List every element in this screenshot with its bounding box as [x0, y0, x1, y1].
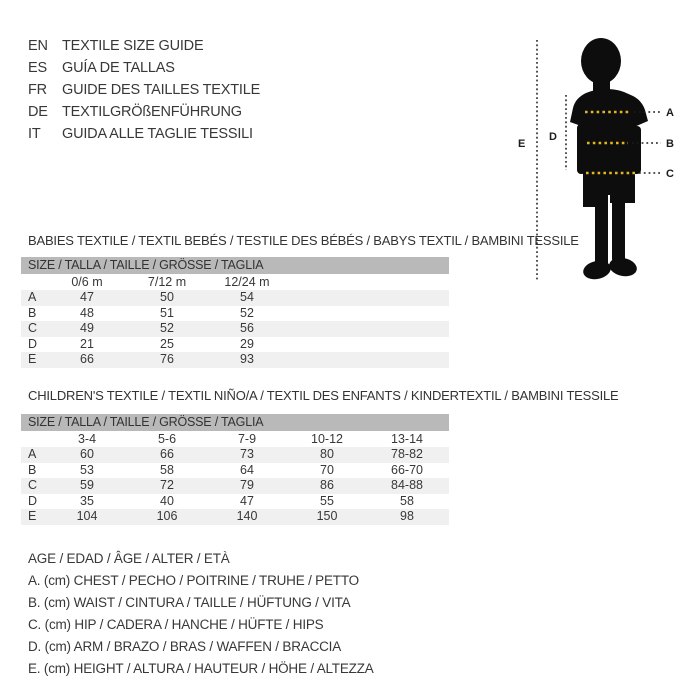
cell: 50: [160, 290, 174, 304]
language-code: EN: [28, 38, 48, 54]
cell-filler: [447, 478, 449, 494]
cell: 49: [80, 321, 94, 335]
cell: 72: [160, 478, 174, 492]
row-label: C: [28, 321, 38, 335]
babies-table-column-headers: [21, 274, 449, 290]
cell: 53: [80, 462, 94, 477]
language-row-it: [28, 123, 260, 145]
cell-filler: [287, 352, 449, 368]
page-title: TEXTILE SIZE GUIDE: [62, 38, 204, 54]
arm-label: D: [549, 131, 557, 143]
language-code: FR: [28, 82, 47, 98]
cell: 54: [240, 290, 254, 304]
column-header: 7/12 m: [147, 275, 187, 289]
legend-age: AGE / EDAD / ÂGE / ALTER / ETÀ: [28, 551, 230, 566]
language-code: DE: [28, 104, 48, 120]
column-header: 3-4: [77, 432, 97, 446]
column-filler: [447, 431, 449, 447]
measurement-legend: [28, 548, 374, 680]
page-title-es: GUÍA DE TALLAS: [62, 60, 175, 76]
cell-filler: [447, 509, 449, 525]
legend-hip: C. (cm) HIP / CADERA / HANCHE / HÜFTE / HIPS: [28, 617, 324, 632]
cell-filler: [287, 337, 449, 353]
page-title-de: TEXTILGRÖßENFÜHRUNG: [62, 104, 242, 120]
table-row-a: [21, 447, 449, 463]
cell: 47: [80, 290, 94, 304]
cell: 84-88: [391, 478, 423, 492]
waist-label: B: [666, 138, 674, 150]
language-row-es: [28, 57, 260, 79]
cell: 60: [80, 447, 94, 461]
cell: 80: [320, 447, 334, 461]
table-row-e: [21, 352, 449, 368]
row-label: D: [28, 336, 38, 351]
cell: 52: [160, 321, 174, 335]
cell: 52: [240, 305, 254, 320]
cell-filler: [447, 447, 449, 463]
column-filler: [287, 274, 449, 290]
cell: 140: [236, 509, 258, 523]
cell: 76: [160, 352, 174, 366]
cell: 25: [160, 336, 174, 351]
table-row-c: [21, 321, 449, 337]
row-label: D: [28, 493, 38, 508]
cell: 47: [240, 493, 254, 508]
cell: 55: [320, 493, 334, 508]
column-header: 0/6 m: [71, 275, 103, 289]
table-row-d: [21, 337, 449, 353]
cell: 29: [240, 336, 254, 351]
babies-section-heading: BABIES TEXTILE / TEXTIL BEBÉS / TESTILE DES BÉBÉS / BABYS TEXTIL / BAMBINI TESSILE: [28, 233, 579, 248]
cell: 66-70: [391, 462, 423, 477]
row-label: A: [28, 290, 37, 304]
table-row-b: [21, 306, 449, 322]
language-row-en: [28, 35, 260, 57]
column-header: 5-6: [157, 432, 177, 446]
table-row-a: [21, 290, 449, 306]
cell: 58: [160, 462, 174, 477]
cell: 35: [80, 493, 94, 508]
language-code: IT: [28, 126, 41, 142]
row-label: B: [28, 462, 37, 477]
table-row-b: [21, 463, 449, 479]
cell: 48: [80, 305, 94, 320]
cell: 40: [160, 493, 174, 508]
page-title-fr: GUIDE DES TAILLES TEXTILE: [62, 82, 261, 98]
cell: 86: [320, 478, 334, 492]
legend-waist: B. (cm) WAIST / CINTURA / TAILLE / HÜFTUNG / VITA: [28, 595, 351, 610]
cell: 104: [76, 509, 98, 523]
cell: 58: [400, 493, 414, 508]
chest-label: A: [666, 107, 674, 119]
cell: 21: [80, 336, 94, 351]
child-silhouette: [570, 38, 648, 282]
height-label: E: [518, 138, 526, 150]
cell: 150: [316, 509, 338, 523]
cell: 70: [320, 462, 334, 477]
column-header: 10-12: [311, 432, 343, 446]
page-title-it: GUIDA ALLE TAGLIE TESSILI: [62, 126, 253, 142]
cell-filler: [287, 321, 449, 337]
column-header: 7-9: [237, 432, 257, 446]
table-row-d: [21, 494, 449, 510]
language-row-fr: [28, 79, 260, 101]
children-size-table: [21, 414, 449, 525]
legend-height: E. (cm) HEIGHT / ALTURA / HAUTEUR / HÖHE / ALTEZZA: [28, 661, 374, 676]
table-row-c: [21, 478, 449, 494]
babies-table-size-header: SIZE / TALLA / TAILLE / GRÖSSE / TAGLIA: [21, 257, 449, 274]
cell: 66: [160, 447, 174, 461]
language-title-list: [28, 35, 260, 145]
cell: 64: [240, 462, 254, 477]
column-header-empty: [21, 431, 47, 447]
cell: 51: [160, 305, 174, 320]
cell-filler: [287, 290, 449, 306]
legend-chest: A. (cm) CHEST / PECHO / POITRINE / TRUHE / PETTO: [28, 573, 359, 588]
cell: 98: [400, 509, 414, 523]
cell: 106: [156, 509, 178, 523]
column-header-empty: [21, 274, 47, 290]
row-label: B: [28, 305, 37, 320]
cell: 56: [240, 321, 254, 335]
cell: 59: [80, 478, 94, 492]
cell: 79: [240, 478, 254, 492]
row-label: E: [28, 509, 37, 523]
row-label: A: [28, 447, 37, 461]
column-header: 12/24 m: [224, 275, 270, 289]
row-label: E: [28, 352, 37, 366]
cell-filler: [287, 306, 449, 322]
cell: 66: [80, 352, 94, 366]
table-row-e: [21, 509, 449, 525]
cell: 93: [240, 352, 254, 366]
row-label: C: [28, 478, 38, 492]
children-section-heading: CHILDREN'S TEXTILE / TEXTIL NIÑO/A / TEXTIL DES ENFANTS / KINDERTEXTIL / BAMBINI TESSILE: [28, 388, 619, 403]
children-table-size-header: SIZE / TALLA / TAILLE / GRÖSSE / TAGLIA: [21, 414, 449, 431]
children-table-column-headers: [21, 431, 449, 447]
language-code: ES: [28, 60, 47, 76]
legend-arm: D. (cm) ARM / BRAZO / BRAS / WAFFEN / BRACCIA: [28, 639, 342, 654]
hip-label: C: [666, 168, 674, 180]
cell-filler: [447, 494, 449, 510]
cell-filler: [447, 463, 449, 479]
column-header: 13-14: [391, 432, 423, 446]
cell: 73: [240, 447, 254, 461]
language-row-de: [28, 101, 260, 123]
cell: 78-82: [391, 447, 423, 461]
babies-size-table: [21, 257, 449, 368]
